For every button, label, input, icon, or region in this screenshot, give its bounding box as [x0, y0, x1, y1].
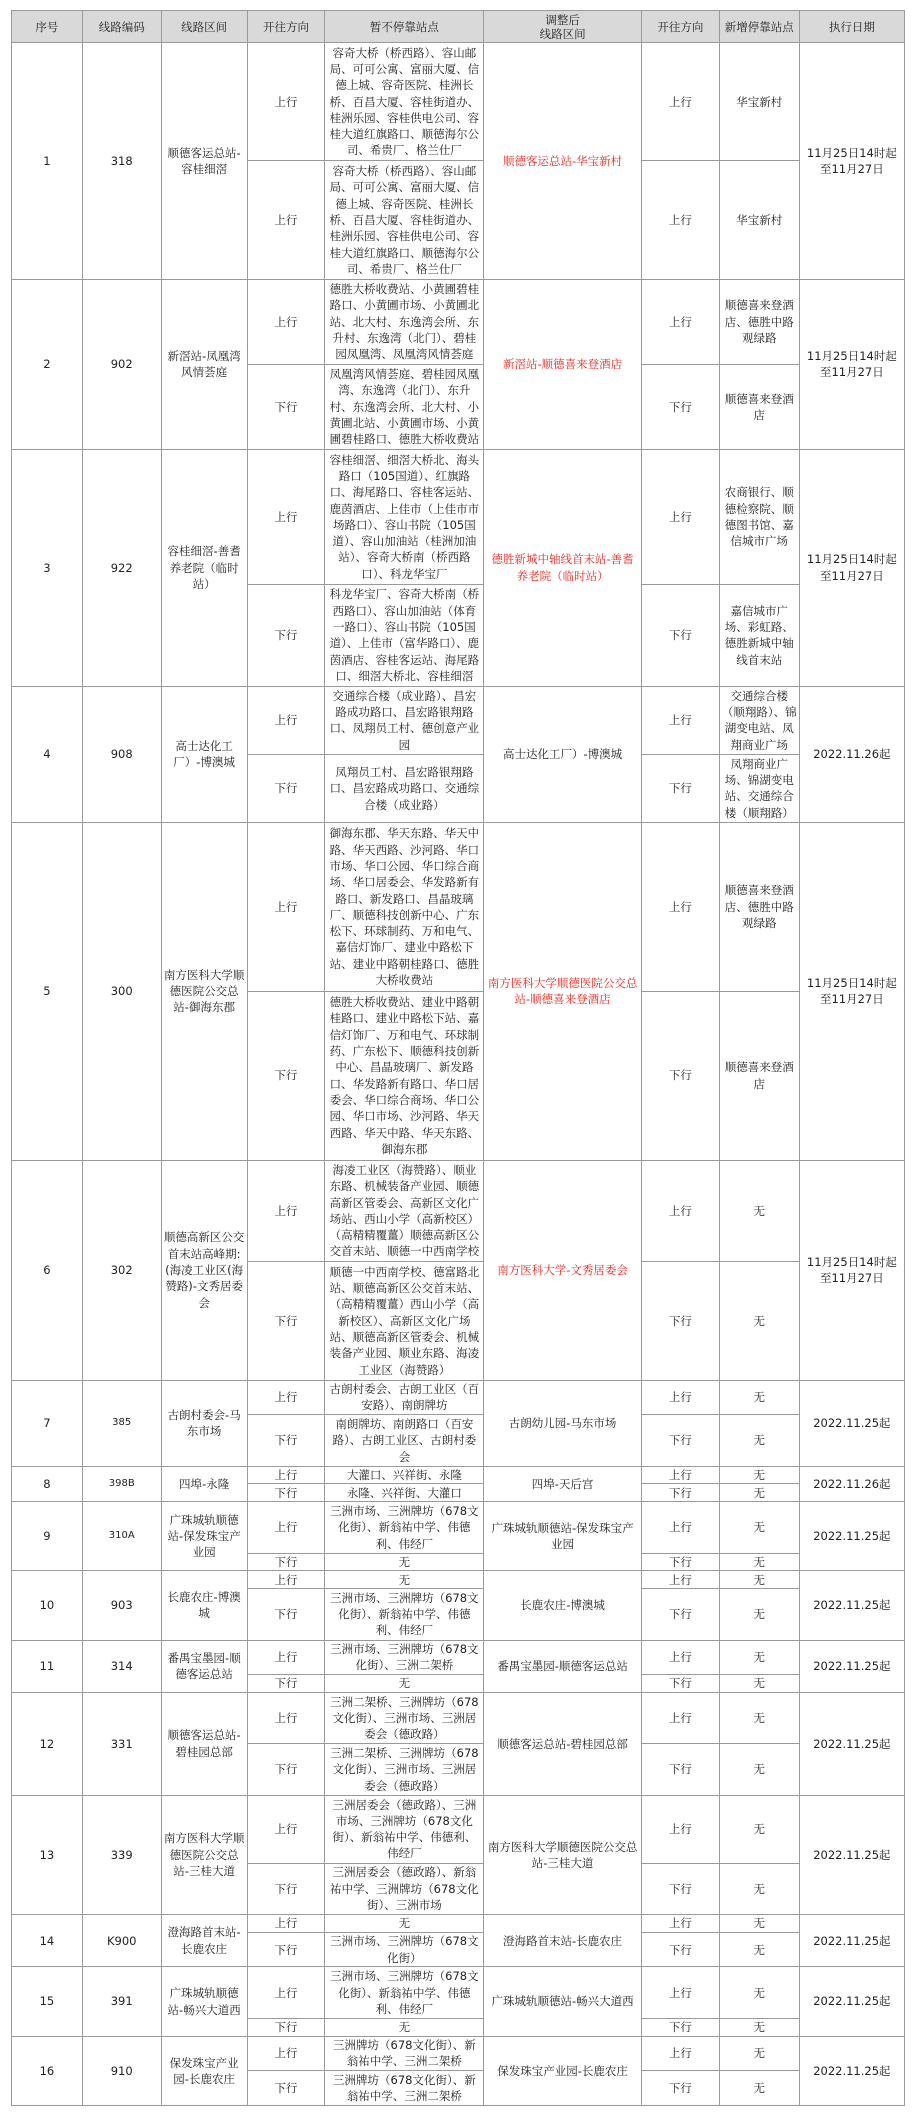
- effective-date: 11月25日14时起至11月27日: [799, 43, 904, 280]
- header-skip-stops: 暂不停靠站点: [325, 11, 484, 43]
- row-number: 5: [12, 822, 83, 1160]
- adjusted-direction: 下行: [642, 1589, 720, 1640]
- table-row: [12, 449, 905, 584]
- route-code: 318: [82, 43, 161, 280]
- added-stops: 农商银行、顺德检察院、顺德图书馆、嘉信城市广场: [719, 449, 799, 584]
- table-row: [12, 1967, 905, 2018]
- adjusted-direction: 下行: [642, 1863, 720, 1914]
- skipped-stops: 容奇大桥（桥西路）、容山邮局、可可公寓、富丽大厦、信德上城、容奇医院、桂洲长桥、百昌大厦、容桂街道办、桂洲乐园、容桂供电公司、容桂大道红旗路口、顺德海尔公司、希贵厂、格兰仕厂: [325, 161, 484, 279]
- adjusted-direction: 下行: [642, 1675, 720, 1693]
- effective-date: 11月25日14时起至11月27日: [799, 279, 904, 449]
- added-stops: 无: [719, 1415, 799, 1466]
- direction: 上行: [247, 1466, 325, 1484]
- table-row: [12, 1640, 905, 1675]
- added-stops: 无: [719, 2036, 799, 2071]
- route-interval: 长鹿农庄-博澳城: [161, 1571, 247, 1640]
- adjusted-route: 广珠城轨顺德站-保发珠宝产业园: [484, 1502, 642, 1571]
- added-stops: 顺德喜来登酒店、德胜中路观绿路: [719, 822, 799, 991]
- row-number: 13: [12, 1795, 83, 1914]
- skipped-stops: 三洲牌坊（678文化街）、新翁祐中学、三洲二架桥: [325, 2071, 484, 2106]
- direction: 下行: [247, 1484, 325, 1502]
- adjusted-route: 南方医科大学-文秀居委会: [484, 1160, 642, 1380]
- adjusted-direction: 上行: [642, 279, 720, 364]
- added-stops: 无: [719, 1640, 799, 1675]
- skipped-stops: 大灌口、兴祥街、永隆: [325, 1466, 484, 1484]
- skipped-stops: 海凌工业区（海赞路）、顺业东路、机械装备产业园、顺德高新区管委会、高新区文化广场站、西山小学（高新校区）（高精精覆薑）顺德高新区公交首末站、顺德一中西南学校: [325, 1160, 484, 1262]
- skipped-stops: 无: [325, 1571, 484, 1589]
- table-row: [12, 2036, 905, 2071]
- adjusted-route: 澄海路首末站-长鹿农庄: [484, 1915, 642, 1967]
- skipped-stops: 凤翔员工村、昌宏路银翔路口、昌宏路成功路口、交通综合楼（成业路）: [325, 754, 484, 822]
- route-interval: 容桂细滘-善耆养老院（临时站）: [161, 449, 247, 686]
- added-stops: 无: [719, 1967, 799, 2018]
- adjusted-direction: 上行: [642, 1640, 720, 1675]
- adjusted-direction: 下行: [642, 1262, 720, 1380]
- effective-date: 2022.11.26起: [799, 1466, 904, 1502]
- skipped-stops: 古朗村委会、古朗工业区（百安路）、南朗牌坊: [325, 1380, 484, 1415]
- skipped-stops: 三洲牌坊（678文化街）、新翁祐中学、三洲二架桥: [325, 2036, 484, 2071]
- skipped-stops: 三洲市场、三洲牌坊（678文化街）: [325, 1932, 484, 1967]
- route-code: 385: [82, 1380, 161, 1466]
- skipped-stops: 德胜大桥收费站、小黄圃碧桂路口、小黄圃市场、小黄圃北站、北大村、东逸湾会所、东升村、东逸湾（北门）、碧桂园凤凰湾、凤凰湾风情荟庭: [325, 279, 484, 364]
- effective-date: 2022.11.25起: [799, 1795, 904, 1914]
- added-stops: 嘉信城市广场、彩虹路、德胜新城中轴线首末站: [719, 584, 799, 686]
- direction: 上行: [247, 1795, 325, 1863]
- row-number: 9: [12, 1502, 83, 1571]
- row-number: 4: [12, 686, 83, 822]
- added-stops: 无: [719, 1589, 799, 1640]
- effective-date: 2022.11.25起: [799, 1571, 904, 1640]
- adjusted-route: 南方医科大学顺德医院公交总站-顺德喜来登酒店: [484, 822, 642, 1160]
- route-code: 339: [82, 1795, 161, 1914]
- adjusted-direction: 上行: [642, 2036, 720, 2071]
- added-stops: 顺德喜来登酒店: [719, 991, 799, 1160]
- route-code: 391: [82, 1967, 161, 2036]
- adjusted-direction: 上行: [642, 822, 720, 991]
- direction: 上行: [247, 1915, 325, 1933]
- row-number: 12: [12, 1692, 83, 1795]
- header-route: 线路区间: [161, 11, 247, 43]
- adjusted-direction: 下行: [642, 2018, 720, 2036]
- adjusted-direction: 上行: [642, 1380, 720, 1415]
- effective-date: 11月25日14时起至11月27日: [799, 1160, 904, 1380]
- adjusted-direction: 下行: [642, 1932, 720, 1967]
- table-row: [12, 43, 905, 161]
- direction: 上行: [247, 2036, 325, 2071]
- adjusted-direction: 下行: [642, 364, 720, 449]
- row-number: 8: [12, 1466, 83, 1502]
- skipped-stops: 御海东郡、华天东路、华天中路、华天西路、沙河路、华口市场、华口公园、华口综合商场、华口居委会、华发路新有路口、新发路口、昌晶玻璃厂、顺德科技创新中心、广东松下、环球制药、万和电气、嘉信灯饰厂、建业中路松下站、建业中路朝桂路口、德胜大桥收费站: [325, 822, 484, 991]
- added-stops: 华宝新村: [719, 161, 799, 279]
- direction: 下行: [247, 1415, 325, 1466]
- direction: 下行: [247, 754, 325, 822]
- adjusted-direction: 上行: [642, 1692, 720, 1743]
- skipped-stops: 凤凰湾风情荟庭、碧桂园凤凰湾、东逸湾（北门）、东升村、东逸湾会所、北大村、小黄圃北站、小黄圃市场、小黄圃碧桂路口、德胜大桥收费站: [325, 364, 484, 449]
- route-code: 310A: [82, 1502, 161, 1571]
- skipped-stops: 南朗牌坊、南朗路口（百安路）、古朗工业区、古朗村委会: [325, 1415, 484, 1466]
- route-interval: 顺德高新区公交首末站高峰期:(海凌工业区(海赞路)-文秀居委会: [161, 1160, 247, 1380]
- added-stops: 无: [719, 1160, 799, 1262]
- adjusted-direction: 下行: [642, 1415, 720, 1466]
- skipped-stops: 三洲居委会（德政路）、三洲市场、三洲牌坊（678文化街）、新翁祐中学、伟德利、伟经厂: [325, 1795, 484, 1863]
- skipped-stops: 顺德一中西南学校、德富路北站、顺德高新区公交首末站、（高精精覆薑）西山小学（高新校区）、高新区文化广场站、顺德高新区管委会、机械装备产业园、顺业东路、海凌工业区（海赞路）: [325, 1262, 484, 1380]
- added-stops: 无: [719, 1484, 799, 1502]
- direction: 上行: [247, 1160, 325, 1262]
- route-code: 908: [82, 686, 161, 822]
- header-added-stops: 新增停靠站点: [719, 11, 799, 43]
- header-code: 线路编码: [82, 11, 161, 43]
- skipped-stops: 科龙华宝厂、容奇大桥南（桥西路口）、容山加油站（体育一路口）、容山书院（105国道）、上佳市（富华路口）、鹿茵酒店、容桂客运站、海尾路口、细滘大桥北、容桂细滘: [325, 584, 484, 686]
- direction: 下行: [247, 1262, 325, 1380]
- table-row: [12, 279, 905, 364]
- added-stops: 无: [719, 1863, 799, 1914]
- row-number: 7: [12, 1380, 83, 1466]
- direction: 上行: [247, 1640, 325, 1675]
- added-stops: 华宝新村: [719, 43, 799, 161]
- table-body: [12, 43, 905, 2106]
- route-interval: 澄海路首末站-长鹿农庄: [161, 1915, 247, 1967]
- adjusted-direction: 上行: [642, 1502, 720, 1553]
- table-row: [12, 1915, 905, 1933]
- skipped-stops: 无: [325, 2018, 484, 2036]
- table-row: [12, 1692, 905, 1743]
- adjusted-direction: 下行: [642, 1744, 720, 1795]
- added-stops: 无: [719, 1553, 799, 1571]
- adjusted-direction: 上行: [642, 686, 720, 754]
- added-stops: 无: [719, 1692, 799, 1743]
- route-interval: 古朗村委会-马东市场: [161, 1380, 247, 1466]
- added-stops: 交通综合楼（顺翔路）、锦湖变电站、凤翔商业广场: [719, 686, 799, 754]
- adjusted-direction: 下行: [642, 1553, 720, 1571]
- table-row: [12, 1466, 905, 1484]
- adjusted-route: 广珠城轨顺德站-畅兴大道西: [484, 1967, 642, 2036]
- direction: 上行: [247, 43, 325, 161]
- adjusted-route: 四埠-天后宫: [484, 1466, 642, 1502]
- route-code: 302: [82, 1160, 161, 1380]
- direction: 下行: [247, 1932, 325, 1967]
- direction: 下行: [247, 2071, 325, 2106]
- adjusted-direction: 下行: [642, 991, 720, 1160]
- direction: 下行: [247, 2018, 325, 2036]
- effective-date: 2022.11.25起: [799, 1380, 904, 1466]
- effective-date: 2022.11.25起: [799, 1967, 904, 2036]
- route-code: 300: [82, 822, 161, 1160]
- route-code: 922: [82, 449, 161, 686]
- header-seq: 序号: [12, 11, 83, 43]
- effective-date: 2022.11.25起: [799, 2036, 904, 2105]
- route-code: 902: [82, 279, 161, 449]
- direction: 上行: [247, 686, 325, 754]
- route-code: 331: [82, 1692, 161, 1795]
- skipped-stops: 容奇大桥（桥西路）、容山邮局、可可公寓、富丽大厦、信德上城、容奇医院、桂洲长桥、百昌大厦、容桂街道办、桂洲乐园、容桂供电公司、容桂大道红旗路口、顺德海尔公司、希贵厂、格兰仕厂: [325, 43, 484, 161]
- added-stops: 无: [719, 1466, 799, 1484]
- adjusted-direction: 上行: [642, 1967, 720, 2018]
- route-interval: 广珠城轨顺德站-畅兴大道西: [161, 1967, 247, 2036]
- added-stops: 无: [719, 1932, 799, 1967]
- table-row: [12, 822, 905, 991]
- route-interval: 保发珠宝产业园-长鹿农庄: [161, 2036, 247, 2105]
- adjusted-route: 高士达化工厂）-博澳城: [484, 686, 642, 822]
- skipped-stops: 容桂细滘、细滘大桥北、海头路口（105国道）、红旗路口、海尾路口、容桂客运站、鹿茵酒店、上佳市（上佳市市场路口）、容山书院（105国道）、容山加油站（桂洲加油站）、容奇大桥南（桥西路口）、科龙华宝厂: [325, 449, 484, 584]
- added-stops: 无: [719, 1915, 799, 1933]
- adjusted-direction: 下行: [642, 754, 720, 822]
- effective-date: 11月25日14时起至11月27日: [799, 449, 904, 686]
- table-row: [12, 1795, 905, 1863]
- adjusted-route: 番禺宝墨园-顺德客运总站: [484, 1640, 642, 1692]
- direction: 上行: [247, 1380, 325, 1415]
- added-stops: 无: [719, 2018, 799, 2036]
- direction: 下行: [247, 991, 325, 1160]
- header-new-direction: 开往方向: [642, 11, 720, 43]
- direction: 上行: [247, 1571, 325, 1589]
- route-interval: 南方医科大学顺德医院公交总站-三桂大道: [161, 1795, 247, 1914]
- adjusted-direction: 上行: [642, 449, 720, 584]
- effective-date: 2022.11.25起: [799, 1502, 904, 1571]
- skipped-stops: 三洲市场、三洲牌坊（678文化街）、三洲二架桥: [325, 1640, 484, 1675]
- header-direction: 开往方向: [247, 11, 325, 43]
- added-stops: 凤翔商业广场、锦湖变电站、交通综合楼（顺翔路）: [719, 754, 799, 822]
- added-stops: 顺德喜来登酒店: [719, 364, 799, 449]
- adjusted-direction: 上行: [642, 43, 720, 161]
- row-number: 10: [12, 1571, 83, 1640]
- added-stops: 无: [719, 1795, 799, 1863]
- route-code: 903: [82, 1571, 161, 1640]
- skipped-stops: 无: [325, 1675, 484, 1693]
- effective-date: 2022.11.25起: [799, 1915, 904, 1967]
- adjusted-direction: 上行: [642, 1160, 720, 1262]
- header-row: [12, 11, 905, 43]
- adjusted-direction: 上行: [642, 1466, 720, 1484]
- direction: 上行: [247, 449, 325, 584]
- row-number: 15: [12, 1967, 83, 2036]
- route-interval: 广珠城轨顺德站-保发珠宝产业园: [161, 1502, 247, 1571]
- skipped-stops: 三洲市场、三洲牌坊（678文化街）、新翁祐中学、伟德利、伟经厂: [325, 1589, 484, 1640]
- row-number: 3: [12, 449, 83, 686]
- effective-date: 2022.11.26起: [799, 686, 904, 822]
- route-interval: 四埠-永隆: [161, 1466, 247, 1502]
- effective-date: 11月25日14时起至11月27日: [799, 822, 904, 1160]
- route-code: 398B: [82, 1466, 161, 1502]
- direction: 上行: [247, 279, 325, 364]
- table-row: [12, 1160, 905, 1262]
- table-row: [12, 686, 905, 754]
- adjusted-direction: 下行: [642, 2071, 720, 2106]
- adjusted-route: 保发珠宝产业园-长鹿农庄: [484, 2036, 642, 2105]
- added-stops: 无: [719, 1744, 799, 1795]
- added-stops: 无: [719, 1262, 799, 1380]
- route-interval: 顺德客运总站-碧桂园总部: [161, 1692, 247, 1795]
- effective-date: 2022.11.25起: [799, 1692, 904, 1795]
- skipped-stops: 永隆、兴祥街、大灌口: [325, 1484, 484, 1502]
- adjusted-direction: 下行: [642, 1484, 720, 1502]
- direction: 下行: [247, 1589, 325, 1640]
- table-row: [12, 1571, 905, 1589]
- adjusted-direction: 上行: [642, 161, 720, 279]
- direction: 下行: [247, 584, 325, 686]
- skipped-stops: 德胜大桥收费站、建业中路朝桂路口、建业中路松下站、嘉信灯饰厂、万和电气、环球制药、广东松下、顺德科技创新中心、昌晶玻璃厂、新发路口、华发路新有路口、华口居委会、华口综合商场、华口公园、华口市场、沙河路、华天西路、华天中路、华天东路、御海东郡: [325, 991, 484, 1160]
- row-number: 2: [12, 279, 83, 449]
- direction: 上行: [247, 822, 325, 991]
- row-number: 16: [12, 2036, 83, 2105]
- direction: 上行: [247, 1967, 325, 2018]
- added-stops: 顺德喜来登酒店、德胜中路观绿路: [719, 279, 799, 364]
- row-number: 11: [12, 1640, 83, 1692]
- route-interval: 高士达化工厂）-博澳城: [161, 686, 247, 822]
- table-row: [12, 1502, 905, 1553]
- direction: 上行: [247, 161, 325, 279]
- direction: 下行: [247, 364, 325, 449]
- adjusted-direction: 上行: [642, 1915, 720, 1933]
- direction: 下行: [247, 1863, 325, 1914]
- added-stops: 无: [719, 1380, 799, 1415]
- added-stops: 无: [719, 1571, 799, 1589]
- route-code: K900: [82, 1915, 161, 1967]
- direction: 下行: [247, 1675, 325, 1693]
- row-number: 6: [12, 1160, 83, 1380]
- direction: 下行: [247, 1553, 325, 1571]
- route-code: 314: [82, 1640, 161, 1692]
- added-stops: 无: [719, 2071, 799, 2106]
- adjusted-route: 长鹿农庄-博澳城: [484, 1571, 642, 1640]
- adjusted-direction: 上行: [642, 1571, 720, 1589]
- adjusted-route: 古朗幼儿园-马东市场: [484, 1380, 642, 1466]
- skipped-stops: 三洲二架桥、三洲牌坊（678文化街）、三洲市场、三洲居委会（德政路）: [325, 1692, 484, 1743]
- skipped-stops: 三洲居委会（德政路）、新翁祐中学、三洲牌坊（678文化街）、三洲市场: [325, 1863, 484, 1914]
- adjusted-route: 南方医科大学顺德医院公交总站-三桂大道: [484, 1795, 642, 1914]
- adjusted-direction: 上行: [642, 1795, 720, 1863]
- route-code: 910: [82, 2036, 161, 2105]
- route-adjustment-table: [11, 10, 905, 2106]
- direction: 下行: [247, 1744, 325, 1795]
- skipped-stops: 交通综合楼（成业路）、昌宏路成功路口、昌宏路银翔路口、凤翔员工村、德创意产业园: [325, 686, 484, 754]
- adjusted-direction: 下行: [642, 584, 720, 686]
- skipped-stops: 无: [325, 1915, 484, 1933]
- skipped-stops: 三洲市场、三洲牌坊（678文化街）、新翁祐中学、伟德利、伟经厂: [325, 1967, 484, 2018]
- row-number: 14: [12, 1915, 83, 1967]
- row-number: 1: [12, 43, 83, 280]
- direction: 上行: [247, 1692, 325, 1743]
- route-interval: 番禺宝墨园-顺德客运总站: [161, 1640, 247, 1692]
- route-interval: 新滘站-凤凰湾风情荟庭: [161, 279, 247, 449]
- added-stops: 无: [719, 1502, 799, 1553]
- adjusted-route: 顺德客运总站-华宝新村: [484, 43, 642, 280]
- route-interval: 南方医科大学顺德医院公交总站-御海东郡: [161, 822, 247, 1160]
- header-new-route: 调整后 线路区间: [484, 11, 642, 43]
- adjusted-route: 德胜新城中轴线首末站-善耆养老院（临时站）: [484, 449, 642, 686]
- effective-date: 2022.11.25起: [799, 1640, 904, 1692]
- adjusted-route: 顺德客运总站-碧桂园总部: [484, 1692, 642, 1795]
- direction: 上行: [247, 1502, 325, 1553]
- adjusted-route: 新滘站-顺德喜来登酒店: [484, 279, 642, 449]
- skipped-stops: 三洲二架桥、三洲牌坊（678文化街）、三洲市场、三洲居委会（德政路）: [325, 1744, 484, 1795]
- route-interval: 顺德客运总站-容桂细滘: [161, 43, 247, 280]
- added-stops: 无: [719, 1675, 799, 1693]
- skipped-stops: 三洲市场、三洲牌坊（678文化街）、新翁祐中学、伟德利、伟经厂: [325, 1502, 484, 1553]
- header-date: 执行日期: [799, 11, 904, 43]
- skipped-stops: 无: [325, 1553, 484, 1571]
- table-row: [12, 1380, 905, 1415]
